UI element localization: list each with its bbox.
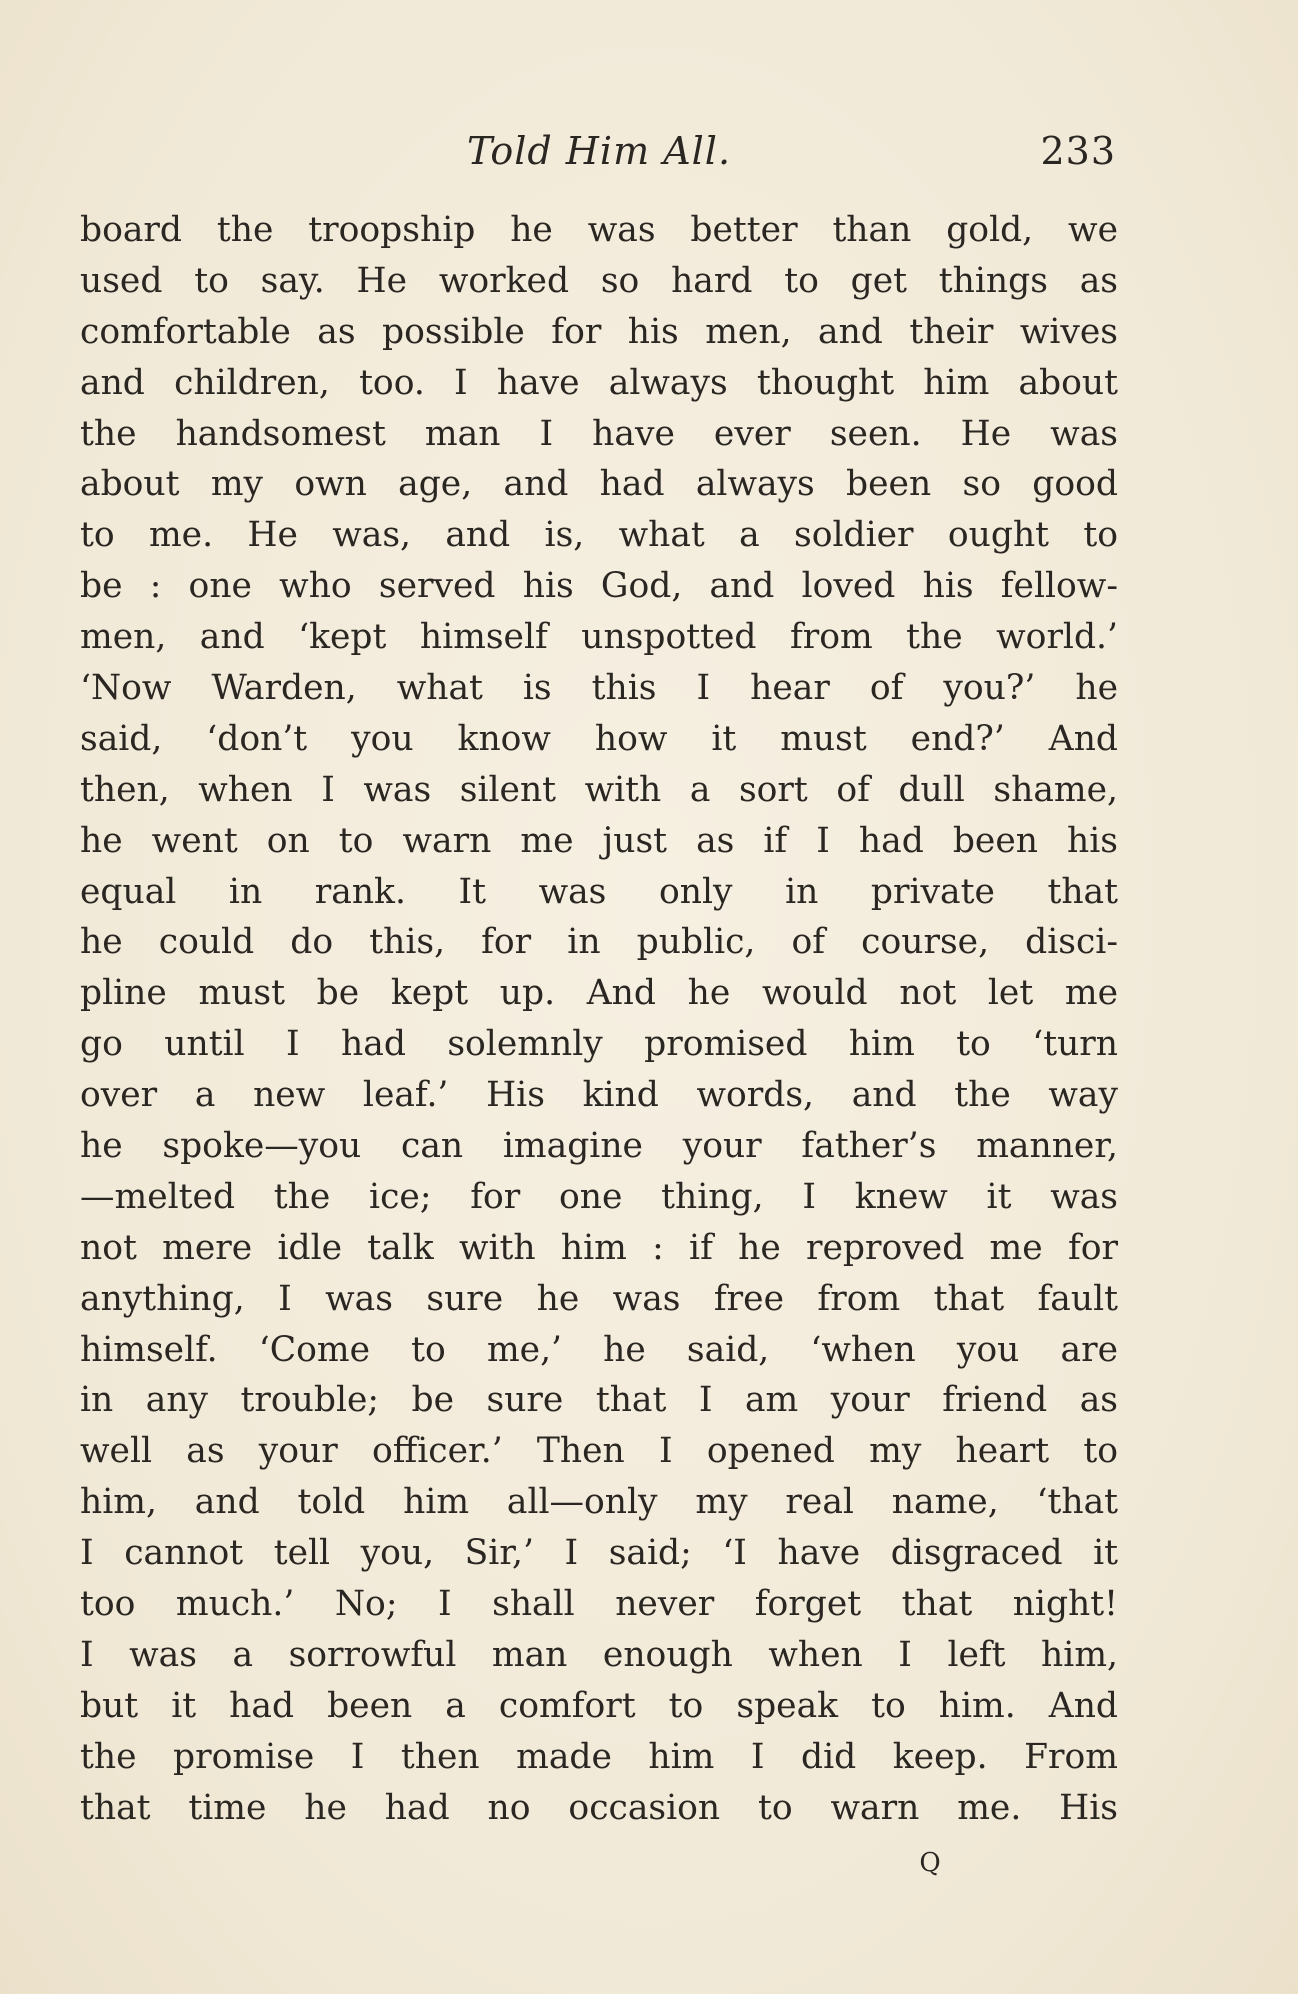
text-line: anything, I was sure he was free from that fault <box>80 1278 1118 1319</box>
running-title: Told Him All. <box>466 129 732 173</box>
text-line: not mere idle talk with him : if he reproved me for <box>80 1227 1118 1268</box>
text-line: go until I had solemnly promised him to ‘turn <box>80 1024 1118 1065</box>
text-line: he could do this, for in public, of course, disci- <box>80 922 1118 963</box>
text-line: in any trouble; be sure that I am your friend as <box>80 1380 1118 1421</box>
text-line: the promise I then made him I did keep. From <box>80 1736 1118 1777</box>
text-line: to me. He was, and is, what a soldier ought to <box>80 515 1118 556</box>
text-line: himself. ‘Come to me,’ he said, ‘when you are <box>80 1329 1118 1370</box>
text-line: I was a sorrowful man enough when I left him, <box>80 1634 1118 1675</box>
signature-mark: Q <box>919 1848 941 1878</box>
text-line: about my own age, and had always been so good <box>80 464 1118 505</box>
running-head <box>82 126 1116 176</box>
text-line: ‘Now Warden, what is this I hear of you?’ he <box>80 668 1118 709</box>
text-line: board the troopship he was better than gold, we <box>80 210 1118 250</box>
text-line: the handsomest man I have ever seen. He was <box>80 413 1118 454</box>
text-line: well as your officer.’ Then I opened my heart to <box>80 1431 1118 1472</box>
text-line: then, when I was silent with a sort of dull shame, <box>80 769 1118 810</box>
text-line: that time he had no occasion to warn me. His <box>80 1787 1118 1828</box>
text-line: pline must be kept up. And he would not let me <box>80 973 1118 1014</box>
text-line: he went on to warn me just as if I had been his <box>80 820 1118 861</box>
text-line: over a new leaf.’ His kind words, and the way <box>80 1075 1118 1116</box>
text-line: men, and ‘kept himself unspotted from the world.’ <box>80 617 1118 658</box>
text-line: I cannot tell you, Sir,’ I said; ‘I have disgraced it <box>80 1533 1118 1574</box>
body-text <box>80 205 1118 1834</box>
text-line: —melted the ice; for one thing, I knew it was <box>80 1176 1118 1217</box>
text-line: he spoke—you can imagine your father’s manner, <box>80 1126 1118 1167</box>
text-line: and children, too. I have always thought him about <box>80 362 1118 403</box>
text-line: comfortable as possible for his men, and their wives <box>80 311 1118 352</box>
text-line: be : one who served his God, and loved his fellow- <box>80 566 1118 607</box>
text-line: too much.’ No; I shall never forget that night! <box>80 1584 1118 1625</box>
text-line: used to say. He worked so hard to get things as <box>80 260 1118 301</box>
page-number: 233 <box>1040 129 1116 173</box>
text-line: equal in rank. It was only in private that <box>80 871 1118 912</box>
text-line: him, and told him all—only my real name, ‘that <box>80 1482 1118 1523</box>
text-line: said, ‘don’t you know how it must end?’ And <box>80 718 1118 759</box>
text-line: but it had been a comfort to speak to him. And <box>80 1685 1118 1726</box>
